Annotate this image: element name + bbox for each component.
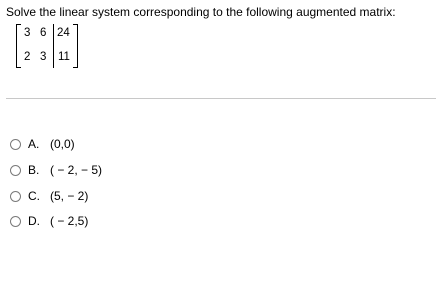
option-value: (5, − 2)	[50, 189, 89, 203]
option-b[interactable]	[10, 162, 102, 178]
option-value: ( − 2,5)	[50, 214, 89, 228]
option-letter: A.	[28, 137, 40, 151]
option-d[interactable]	[10, 213, 88, 229]
option-a[interactable]	[10, 136, 75, 152]
option-letter: D.	[28, 214, 40, 228]
radio-button-icon[interactable]	[10, 165, 21, 176]
option-value: (0,0)	[50, 137, 75, 151]
option-letter: C.	[28, 189, 40, 203]
matrix-left-bracket	[16, 24, 21, 68]
matrix-cell-r1c2: 6	[40, 27, 47, 39]
matrix-cell-r1c3: 24	[57, 27, 70, 39]
radio-button-icon[interactable]	[10, 139, 21, 150]
radio-button-icon[interactable]	[10, 191, 21, 202]
augmented-matrix	[16, 22, 78, 68]
option-value: ( − 2, − 5)	[50, 163, 103, 177]
option-c[interactable]	[10, 188, 88, 204]
option-letter: B.	[28, 163, 40, 177]
matrix-cell-r1c1: 3	[24, 27, 31, 39]
section-divider	[6, 98, 436, 99]
matrix-cell-r2c2: 3	[40, 51, 47, 63]
augmentation-line	[53, 24, 54, 68]
matrix-cell-r2c3: 11	[58, 51, 70, 63]
radio-button-icon[interactable]	[10, 216, 21, 227]
matrix-right-bracket	[73, 24, 78, 68]
question-text: Solve the linear system corresponding to the following augmented matrix:	[6, 5, 396, 19]
matrix-cell-r2c1: 2	[24, 51, 31, 63]
